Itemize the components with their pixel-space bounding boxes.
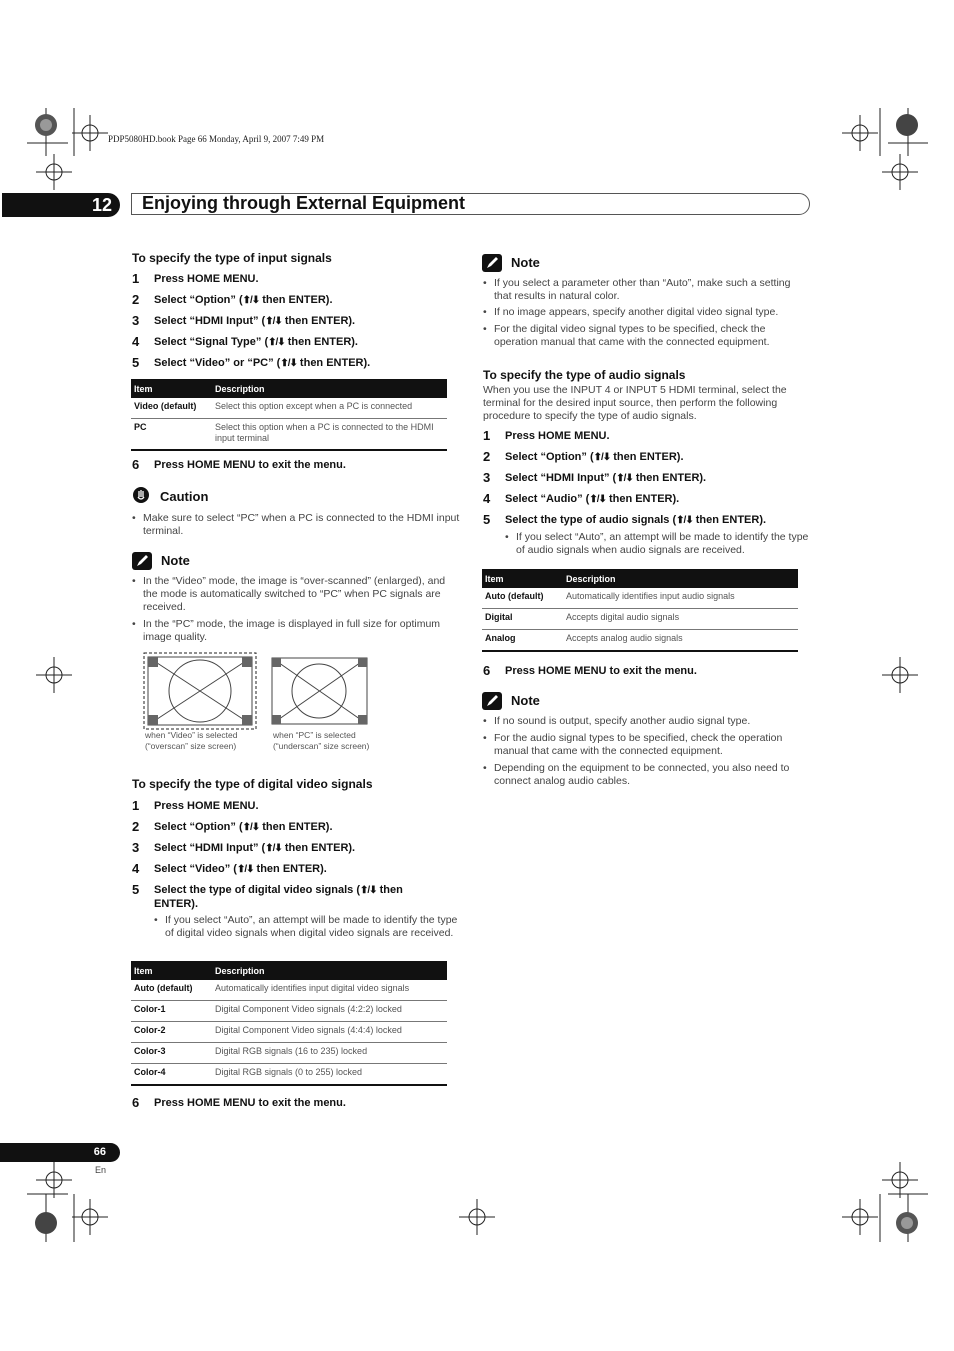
up-down-arrow-icon: ⬆/⬇ — [242, 822, 260, 833]
table-cell: Automatically identifies input audio signals — [563, 588, 798, 609]
table-row — [131, 1043, 447, 1064]
table-row — [482, 588, 798, 609]
step-text: then ENTER). — [259, 294, 333, 306]
table-cell: Digital RGB signals (16 to 235) locked — [212, 1043, 447, 1064]
table-row — [131, 419, 447, 451]
step-text: then ENTER). — [610, 451, 684, 463]
step-text: Press HOME MENU. — [154, 800, 259, 812]
up-down-arrow-icon: ⬆/⬇ — [589, 494, 606, 505]
step-text: Select “HDMI Input” ( — [505, 472, 617, 484]
input-signal-table — [131, 379, 447, 451]
language-label: En — [95, 1165, 107, 1175]
note-text: If you select a parameter other than “Auto”, make such a setting that results in natural color. — [494, 277, 791, 302]
note-text: Depending on the equipment to be connected, you also need to connect analog audio cables. — [494, 762, 790, 787]
up-down-arrow-icon: ⬆/⬇ — [236, 864, 254, 875]
note-text: In the “Video” mode, the image is “over-scanned” (enlarged), and the mode is automatically switched to “PC” when PC signals are received. — [143, 575, 446, 613]
step-text: then ENTER). — [259, 821, 333, 833]
caution-icon — [133, 487, 149, 503]
table-header: Item — [131, 379, 212, 398]
step-number: 2 — [483, 449, 491, 464]
step-text: ENTER). — [154, 898, 198, 910]
table-cell: Auto (default) — [131, 980, 212, 1001]
table-cell: Digital RGB signals (0 to 255) locked — [212, 1064, 447, 1086]
step-number: 1 — [483, 428, 491, 443]
up-down-arrow-icon: ⬆/⬇ — [265, 316, 282, 327]
step-text: Select “Video” ( — [154, 863, 237, 875]
table-cell: Color-2 — [131, 1022, 212, 1043]
step-number: 6 — [132, 457, 140, 472]
up-down-arrow-icon: ⬆/⬇ — [242, 295, 260, 306]
table-cell: Accepts analog audio signals — [563, 630, 798, 652]
digital-video-heading: To specify the type of digital video signals — [132, 777, 373, 791]
chapter-title: Enjoying through External Equipment — [142, 193, 466, 213]
table-cell: Automatically identifies input digital video signals — [212, 980, 447, 1001]
overscan-diagram — [143, 652, 258, 730]
step-text: Press HOME MENU to exit the menu. — [505, 665, 697, 677]
step-number: 6 — [483, 663, 491, 678]
caution-title: Caution — [160, 489, 209, 504]
table-row — [131, 1001, 447, 1022]
step-number: 3 — [132, 840, 140, 855]
step-text: Select “HDMI Input” ( — [154, 315, 266, 327]
note-title: Note — [511, 693, 540, 708]
step-text: Select “Option” ( — [154, 294, 243, 306]
note-icon — [482, 692, 502, 710]
table-row — [482, 630, 798, 652]
input-signals-heading: To specify the type of input signals — [132, 251, 332, 265]
up-down-arrow-icon: ⬆/⬇ — [616, 473, 633, 484]
table-row — [482, 609, 798, 630]
step-number: 3 — [132, 313, 140, 328]
step-text: Press HOME MENU. — [505, 430, 610, 442]
step-number: 5 — [483, 512, 491, 527]
step-text: Press HOME MENU. — [154, 273, 259, 285]
up-down-arrow-icon: ⬆/⬇ — [268, 337, 285, 348]
note-text: If no sound is output, specify another audio signal type. — [494, 715, 751, 727]
step-text: Select the type of digital video signals ( — [154, 884, 360, 896]
table-cell: Digital Component Video signals (4:2:2) locked — [212, 1001, 447, 1022]
step-text: then ENTER). — [281, 842, 356, 854]
step-text: Select “Signal Type” ( — [154, 336, 269, 348]
step-text: Select “Video” or “PC” ( — [154, 357, 281, 369]
step-number: 1 — [132, 798, 140, 813]
step-number: 3 — [483, 470, 491, 485]
table-cell: Auto (default) — [482, 588, 563, 609]
note-title: Note — [511, 255, 540, 270]
step-text: then ENTER). — [253, 863, 327, 875]
table-cell: PC — [131, 419, 212, 451]
audio-intro: When you use the INPUT 4 or INPUT 5 HDMI terminal, select the terminal for the desired input source, then perform the following procedure to specify the type of audio signals. — [483, 384, 787, 422]
note-icon — [132, 552, 152, 570]
up-down-arrow-icon: ⬆/⬇ — [360, 885, 377, 896]
step-text: Press HOME MENU to exit the menu. — [154, 1097, 346, 1109]
step-text: then ENTER). — [281, 315, 356, 327]
step-text: then ENTER). — [296, 357, 371, 369]
digital-video-table — [131, 961, 447, 1086]
caution-text: Make sure to select “PC” when a PC is connected to the HDMI input terminal. — [143, 512, 460, 537]
table-header: Item — [131, 961, 212, 980]
step-number: 1 — [132, 271, 140, 286]
step-text: Select “Option” ( — [505, 451, 594, 463]
step-text: then ENTER). — [605, 493, 680, 505]
chapter-number-tab — [2, 193, 120, 217]
note-text: If no image appears, specify another digital video signal type. — [494, 306, 779, 318]
note-text: In the “PC” mode, the image is displayed in full size for optimum image quality. — [143, 618, 441, 643]
table-header: Description — [212, 961, 447, 980]
bullet-text: If you select “Auto”, an attempt will be made to identify the type of audio signals when audio signals are received. — [516, 531, 809, 556]
step-text: Select “Option” ( — [154, 821, 243, 833]
table-cell: Color-1 — [131, 1001, 212, 1022]
up-down-arrow-icon: ⬆/⬇ — [280, 358, 297, 369]
underscan-diagram — [271, 657, 368, 725]
table-header: Description — [212, 379, 447, 398]
step-text: then ENTER). — [692, 514, 767, 526]
table-cell: Digital Component Video signals (4:4:4) locked — [212, 1022, 447, 1043]
up-down-arrow-icon: ⬆/⬇ — [265, 843, 282, 854]
caption-overscan: when “Video” is selected (“overscan” size screen) — [145, 730, 238, 751]
page-number: 66 — [93, 1146, 106, 1158]
table-row — [131, 980, 447, 1001]
table-cell: Accepts digital audio signals — [563, 609, 798, 630]
table-cell: Select this option when a PC is connected to the HDMI input terminal — [212, 419, 447, 451]
caption-underscan: when “PC” is selected (“underscan” size screen) — [273, 730, 370, 751]
step-text: then ENTER). — [284, 336, 358, 348]
step-number: 2 — [132, 292, 140, 307]
table-cell: Video (default) — [131, 398, 212, 419]
bullet-text: If you select “Auto”, an attempt will be made to identify the type of digital video signals when digital video signals are received. — [165, 914, 458, 939]
step-text: then — [376, 884, 403, 896]
step-text: Select the type of audio signals ( — [505, 514, 677, 526]
table-header: Item — [482, 569, 563, 588]
up-down-arrow-icon: ⬆/⬇ — [593, 452, 611, 463]
step-number: 4 — [483, 491, 491, 506]
table-cell: Select this option except when a PC is connected — [212, 398, 447, 419]
table-row — [131, 1064, 447, 1086]
table-cell: Digital — [482, 609, 563, 630]
table-cell: Color-4 — [131, 1064, 212, 1086]
table-header: Description — [563, 569, 798, 588]
step-number: 4 — [132, 334, 140, 349]
table-row — [131, 1022, 447, 1043]
table-row — [131, 398, 447, 419]
table-cell: Color-3 — [131, 1043, 212, 1064]
step-text: Select “HDMI Input” ( — [154, 842, 266, 854]
note-text: For the digital video signal types to be specified, check the operation manual that came with the connected equipment. — [494, 323, 770, 348]
audio-table — [482, 569, 798, 652]
note-title: Note — [161, 553, 190, 568]
note-text: For the audio signal types to be specified, check the operation manual that came with the connected equipment. — [494, 732, 783, 757]
step-number: 2 — [132, 819, 140, 834]
page-number-tab — [0, 1143, 120, 1162]
step-text: Select “Audio” ( — [505, 493, 590, 505]
step-number: 4 — [132, 861, 140, 876]
step-number: 6 — [132, 1095, 140, 1110]
up-down-arrow-icon: ⬆/⬇ — [676, 515, 693, 526]
table-cell: Analog — [482, 630, 563, 652]
step-text: Press HOME MENU to exit the menu. — [154, 459, 346, 471]
note-icon — [482, 254, 502, 272]
step-text: then ENTER). — [632, 472, 707, 484]
chapter-number: 12 — [91, 195, 112, 215]
audio-heading: To specify the type of audio signals — [483, 368, 686, 382]
file-info: PDP5080HD.book Page 66 Monday, April 9, 2007 7:49 PM — [108, 134, 325, 144]
step-number: 5 — [132, 355, 140, 370]
